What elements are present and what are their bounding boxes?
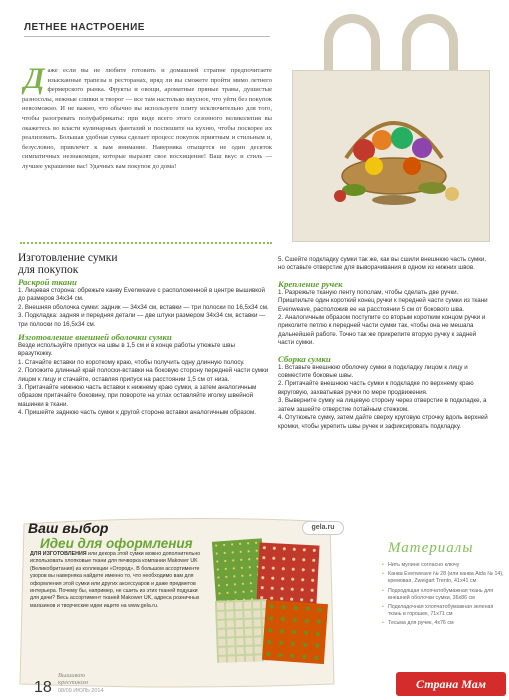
left-column	[18, 252, 270, 418]
cut-step-3: 3. Подкладка: задняя и передняя детали — две штуки размером 34х34 см, вставки — три полоски по 16,5х34 см.	[18, 312, 266, 328]
right-column	[278, 256, 490, 431]
ideas-lead: ДЛЯ ИЗГОТОВЛЕНИЯ	[30, 551, 87, 557]
cut-heading: Раскрой ткани	[18, 277, 77, 287]
magazine-name-line2: крестиком	[58, 679, 88, 686]
assembly-step-1: 1. Вставьте внешнюю оболочку сумки в подкладку лицом к лицу и совместите боковые швы.	[278, 363, 468, 380]
fabric-swatch	[256, 542, 319, 605]
assembly-step-2: 2. Притачайте внешнюю часть сумки к подкладке по верхнему краю вкруговую, захватывая ручки по мере продвижения.	[278, 380, 474, 396]
dotted-divider	[20, 238, 272, 244]
assembly-heading: Сборка сумки	[278, 353, 331, 364]
materials-item: • Подходящая хлопчатобумажная ткань для внешней оболочки сумки, 36х86 см	[382, 588, 504, 602]
intro-paragraph	[22, 62, 272, 238]
materials-item: • Нить мулине согласно ключу	[382, 562, 504, 569]
handles-step-1: 1. Разрежьте тканую ленту пополам, чтобы сделать две ручки. Пришпильте один короткий конец ручки к передней части сумки из ткани Evenweave, расположив ее на расстоянии 5 см от бокового шва.	[278, 288, 488, 313]
magazine-name	[58, 672, 88, 686]
intro-text: аже если вы не любите готовить и домашней страпне предпочитаете изысканные трапезы в ресторанах, вряд ли вы сможете пройти мимо летнего фермерского рынка. Фрукты и овощи, ароматные пряные травы, душистые разносолы, нежные сливки и творог — все там настолько вкусное, что уйти без покупок невозможно. И не важно, что обычно вы используете плиту исключительно для того, чтобы разогревать полуфабрикаты: при виде всего этого сезонного великолепия вы окажетесь во власти кулинарных фантазий и поспешите на кухню, чтобы поскорее их реализовать. Большая удобная сумка сделает процесс покупок приятным и стильным и, безусловно, привлечет к вам внимание. Наверняка отыщется не один десяток симпатичных незнакомцев, которые выразят свое восхищение! Ваш вкус и стиль — лучшее украшение вас! Удачных вам покупок до дома!	[22, 67, 272, 170]
materials-item: • Канва Evenweave № 28 (или канва Aida № 14), кремовая, Zweigart Trento, 41х41 см	[382, 571, 504, 585]
site-watermark: Страна Мам	[396, 672, 506, 696]
gela-logo: gela.ru	[302, 521, 344, 535]
outer-step-2: 2. Положите длинный край полоски-вставки на боковую сторону передней части сумки лицом к лицу и стачайте, оставляя припуск на расстоянии 1,5 см от низа.	[18, 367, 269, 383]
ideas-text	[30, 551, 208, 610]
materials-item: • Подкладочная хлопчатобумажная зеленая ткань в горошек, 71х71 см	[382, 604, 504, 618]
assembly-step-4: 4. Отутюжьте сумку, затем дайте сверху круговую строчку вдоль верхней кромки, чтобы укрепить швы ручек и зафиксировать подкладку.	[278, 414, 488, 430]
handles-heading: Крепление ручек	[278, 278, 343, 289]
assembly-step-3: 3. Выверните сумку на лицевую сторону через отверстие в подкладке, а затем зашейте отверстие потайным стежком.	[278, 397, 487, 413]
handles-step-2: 2. Аналогичным образом поступите со вторым коротким концом ручки и приколите петлю к передней части сумки так, чтобы она не мешала дальнейшей работе. Точно так же прикрепите вторую ручку к задней части сумки.	[278, 314, 486, 347]
outer-heading: Изготовление внешней оболочки сумки	[18, 332, 172, 343]
cut-step-2: 2. Внешняя оболочка сумки: задник — 34х34 см, вставки — три полоски по 16,5х34 см.	[18, 303, 269, 311]
cut-step-1: 1. Лицевая сторона: обрежьте канву Evenweave с расположенной в центре вышивкой до размеров 34х34 см.	[18, 287, 265, 303]
tote-bag-photo	[282, 8, 504, 246]
page-number: 18	[34, 679, 52, 696]
outer-step-3: 3. Притачайте нижнюю часть вставки к нижнему краю сумки, а затем аналогичным образом притачайте боковину, при повороте на углах оставляйте иголку швейной машинки в ткани.	[18, 384, 257, 408]
fabric-swatch	[262, 600, 328, 664]
section-label: ЛЕТНЕЕ НАСТРОЕНИЕ	[24, 22, 145, 33]
ideas-body: или декора этой сумки можно дополнительно использовать хлопковые ткани для печворка компании Makower UK (Великобритания) из коллекции «Огород». В большом ассортименте узоров вы наверняка найдете именно то, что необходимо вам для оформления этой сумки или других аксессуаров и даже предметов интерьера. Почему бы, например, не сшить из этих тканей подушки для дачи? Весь ассортимент тканей Makower UK, адреса розничных магазинов и творческие идеи ищите на www.gela.ru.	[30, 551, 201, 609]
main-heading-line2: для покупок	[18, 264, 79, 276]
materials-item: • Тесьма для ручек, 4х76 см	[382, 620, 504, 627]
issue-label: 08/09 ИЮЛЬ 2014	[58, 688, 104, 694]
materials-title: Материалы	[388, 540, 474, 556]
outer-step-4: 4. Пришейте заднюю часть сумки к другой стороне вставки аналогичным образом.	[18, 409, 256, 417]
ideas-subtitle: Идеи для оформления	[40, 536, 193, 551]
magazine-name-line1: Вышиваю	[58, 672, 86, 679]
section-divider	[24, 36, 270, 37]
lining-step-5: 5. Сшейте подкладку сумки так же, как вы сшили внешнюю часть сумки, но оставьте отверстие для выворачивания в одном из нижних швов.	[278, 256, 487, 272]
outer-intro: Везде используйте припуск на швы в 1,5 см и в конце работы утюжьте швы вразутюжку.	[18, 342, 235, 358]
fabric-swatch	[215, 599, 269, 663]
materials-list	[382, 562, 504, 630]
fabric-swatches	[214, 540, 332, 682]
main-heading-line1: Изготовление сумки	[18, 252, 118, 264]
drop-cap: Д	[24, 62, 45, 95]
outer-step-1: 1. Стачайте вставки по короткому краю, чтобы получить одну длинную полосу.	[18, 358, 245, 366]
vegetable-basket-embroidery	[282, 8, 504, 246]
ideas-title: Ваш выбор	[28, 520, 109, 536]
